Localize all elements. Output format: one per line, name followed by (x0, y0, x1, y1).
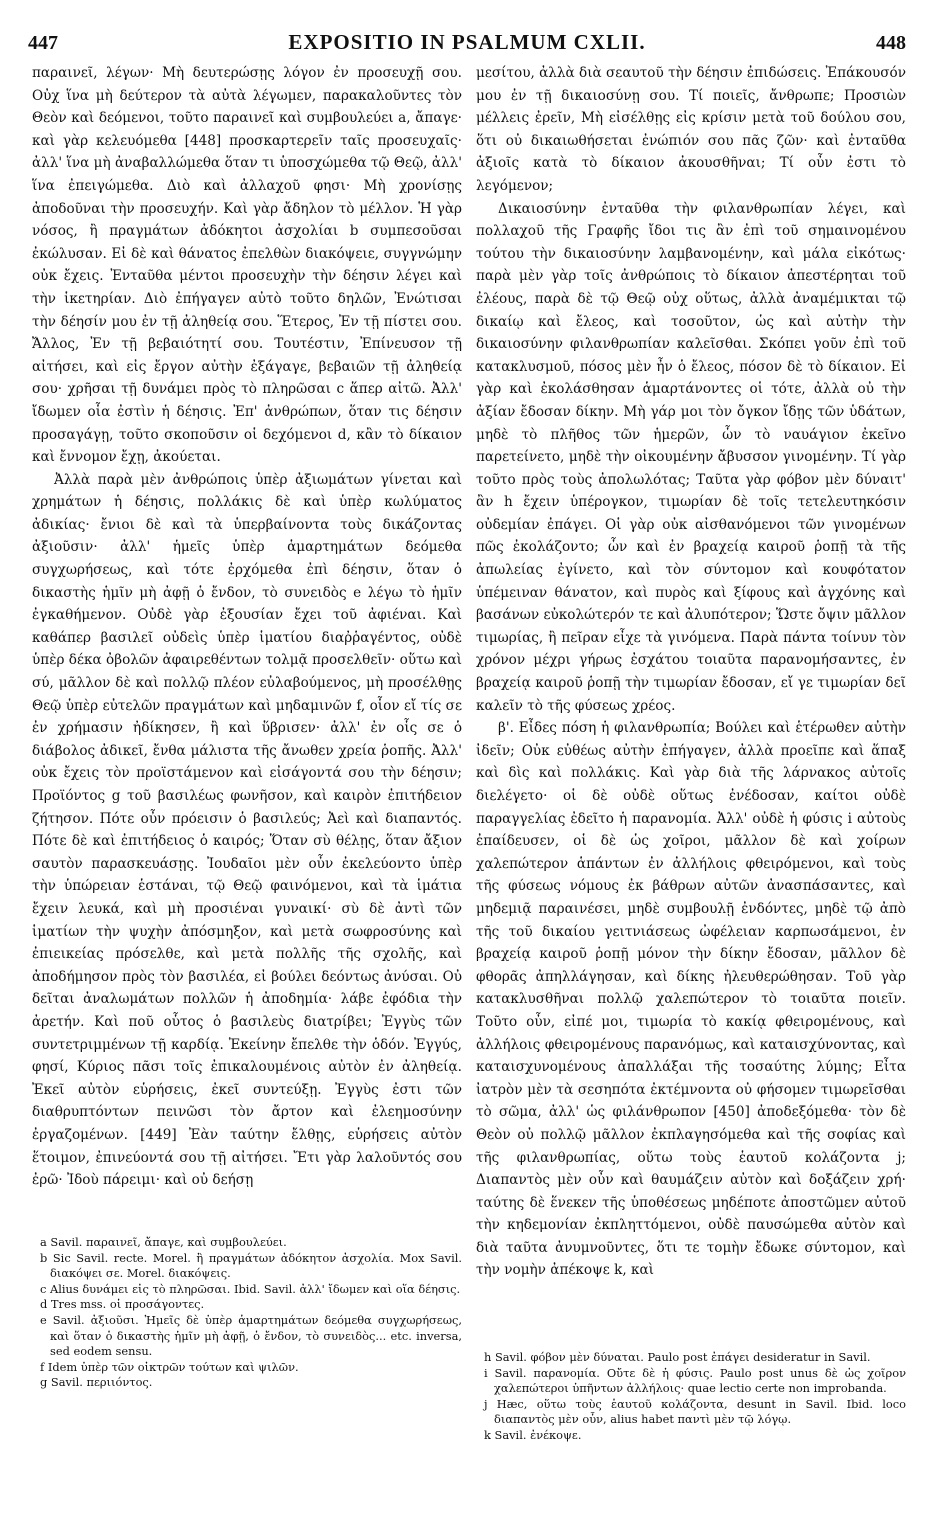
footnote: b Sic Savil. recte. Morel. ἢ πραγμάτων ἀδόκητον ἀσχολία. Mox Savil. διακόψει σε. Morel. διακόψεις. (40, 1250, 462, 1281)
left-paragraph: Ἀλλὰ παρὰ μὲν ἀνθρώποις ὑπὲρ ἀξιωμάτων γίνεται καὶ χρημάτων ἡ δέησις, πολλάκις δὲ καὶ ὑπὲρ κωλύματος ἀδικίας· ἔνιοι δὲ καὶ τὰ ὑπερβαίνοντα τοὺς δικάζοντας ἀξιοῦσιν· ἀλλ' ἡμεῖς ὑπὲρ ἁμαρτημάτων δεόμεθα συγχωρήσεως, καὶ τότε ἐρχόμεθα ἐπὶ δέησιν, ὅταν ὁ δικαστὴς ἡμῖν μὴ ἀφῇ ὁ ἔνδον, τὸ συνειδὸς e λέγω τὸ ἡμῖν ἐγκαθήμενον. Οὐδὲ γὰρ ἐξουσίαν ἔχει τοῦ ἀφιέναι. Καὶ καθάπερ βασιλεῖ οὐδεὶς ὑπὲρ ἱματίου διαῤῥαγέντος, οὐδὲ ὑπὲρ δέκα ὀβολῶν ἀφαιρεθέντων τολμᾷ προσελθεῖν· οὕτω καὶ σύ, μᾶλλον δὲ καὶ πολλῷ πλέον εὐλαβούμενος, μὴ προσέλθῃς Θεῷ ὑπὲρ εὐτελῶν πραγμάτων καὶ μηδαμινῶν f, οἷον εἴ τίς σε ἐν χρήμασιν ἠδίκησεν, ἢ καὶ ὕβρισεν· ἀλλ' ἐν οἷς σε ὁ διάβολος ἀδικεῖ, ἔνθα μάλιστα τῆς ἄνωθεν χρεία ῥοπῆς. Ἀλλ' οὐκ ἔχεις τὸν προϊστάμενον καὶ εἰσάγοντά σου τὴν δέησιν; Προϊόντος g τοῦ βασιλέως φωνῆσον, καὶ καιρὸν ἐπιτήδειον ζήτησον. Πότε οὖν πρόεισιν ὁ βασιλεύς; Ἀεὶ καὶ διαπαντός. Πότε δὲ καὶ ἐπιτήδειος ὁ καιρός; Ὅταν σὺ θέλῃς, ὅταν ἄξιον σαυτὸν παρασκευάσῃς. Ἰουδαῖοι μὲν οὖν ἐκελεύοντο ὑπὲρ τὴν ὑπώρειαν ἑστάναι, τῷ Θεῷ φαινόμενοι, καὶ τὰ ἱμάτια ἔχειν λευκά, καὶ μὴ προσιέναι γυναικί· σὺ δὲ ἀντὶ τῶν ἱματίων τὴν ψυχὴν ἀπόσμηξον, καὶ μετὰ σωφροσύνης καὶ ἐπιεικείας πρόσελθε, καὶ μετὰ πολλῆς τῆς σχολῆς, καὶ ἀποδήμησον πρὸς τὸν βασιλέα, εἰ βούλει δεόντως ἀνύσαι. Οὐ δεῖται ἀναλωμάτων πολλῶν ἡ ἀποδημία· λάβε ἐφόδια τὴν ἀρετήν. Καὶ ποῦ οὗτος ὁ βασιλεὺς διατρίβει; Ἐγγὺς τῶν συντετριμμένων τῇ καρδίᾳ. Ἐκείνην ἔπελθε τὴν ὁδόν. Ἐγγύς, φησί, Κύριος πᾶσι τοῖς ἐπικαλουμένοις αὐτὸν ἐν ἀληθείᾳ. Ἐκεῖ αὐτὸν εὑρήσεις, ἐκεῖ συντεύξῃ. Ἐγγὺς ἐστι τῶν διαθρυπτόντων πεινῶσι τὸν ἄρτον καὶ ἐλεημοσύνην ἐργαζομένων. [449] Ἐὰν ταύτην ἔλθῃς, εὑρήσεις αὐτὸν ἕτοιμον, ἐπινεύοντά σου τῇ αἰτήσει. Ἔτι γὰρ λαλοῦντός σου ἐρῶ· Ἰδοὺ πάρειμι· καὶ οὐ δεήσῃ (32, 471, 463, 1189)
footnote: d Tres mss. οἱ προσάγοντες. (40, 1297, 205, 1312)
left-column (32, 62, 462, 1192)
footnote: g Savil. περιιόντος. (40, 1375, 153, 1390)
footnote: k Savil. ἐνέκοψε. (484, 1427, 582, 1442)
right-footnotes (476, 1350, 906, 1444)
right-page-number: 448 (876, 32, 906, 54)
right-paragraph: μεσίτου, ἀλλὰ διὰ σεαυτοῦ τὴν δέησιν ἐπιδώσεις. Ἐπάκουσόν μου ἐν τῇ δικαιοσύνῃ σου. Τί ποιεῖς, ἄνθρωπε; Προσιὼν μέλλεις ἐρεῖν, Μὴ εἰσέλθῃς εἰς κρίσιν μετὰ τοῦ δούλου σου, ὅτι οὐ δικαιωθήσεται ἐνώπιόν σου πᾶς ζῶν· καὶ ἐνταῦθα ἀξιοῖς κατὰ τὸ δίκαιον ἀκουσθῆναι; Τί οὖν ἐστι τὸ λεγόμενον; (476, 65, 907, 194)
footnote: c Alius δυνάμει εἰς τὸ πληρῶσαι. Ibid. Savil. ἀλλ' ἴδωμεν καὶ οἵα δέησις. (40, 1281, 461, 1296)
footnote: f Idem ὑπὲρ τῶν οἰκτρῶν τούτων καὶ ψιλῶν. (40, 1359, 299, 1374)
footnote: e Savil. ἀξιοῦσι. Ἡμεῖς δὲ ὑπὲρ ἁμαρτημάτων δεόμεθα συγχωρήσεως, καὶ ὅταν ὁ δικαστὴς ἡμῖν μὴ ἀφῇ, ὁ ἔνδον, τὸ συνειδὸς... etc. inversa, sed eodem sensu. (40, 1312, 462, 1359)
right-paragraph: β'. Εἶδες πόση ἡ φιλανθρωπία; Βούλει καὶ ἑτέρωθεν αὐτὴν ἰδεῖν; Οὐκ εὐθέως αὐτὴν ἐπήγαγεν, ἀλλὰ προεῖπε καὶ ἅπαξ καὶ δὶς καὶ πολλάκις. Καὶ γὰρ διὰ τῆς λάρνακος αὐτοῖς διελέγετο· οἱ δὲ οὐδὲ οὕτως ἐνέδοσαν, καίτοι οὐδὲ παραγγελίας ἐδεῖτο ἡ παρανομία. Ἀλλ' οὐδὲ ἡ φύσις i αὐτοὺς ἐπαίδευσεν, οἱ δὲ ὡς χοῖροι, μᾶλλον δὲ καὶ χοίρων χαλεπώτερον ἁπάντων ἐν ἀλλήλοις φθειρόμενοι, καὶ τοὺς τῆς φύσεως νόμους ἐκ βάθρων αὐτῶν ἀνασπάσαντες, καὶ μηδεμιᾷ παραινέσει, μηδὲ συμβουλῇ ἐνδόντες, μηδὲ τῷ ἀπὸ τῆς τοῦ δικαίου γειτνιάσεως ὠφέλειαν καρπωσάμενοι, ἐν βραχείᾳ καιροῦ ῥοπῇ μόνον τὴν δίκην ἔδοσαν, μᾶλλον δὲ φθορᾶς ἀπηλλάγησαν, καὶ δίκης ἠλευθερώθησαν. Τοῦ γὰρ κατακλυσθῆναι πολλῷ χαλεπώτερον τὸ τοιαῦτα ποιεῖν. Τοῦτο οὖν, εἰπέ μοι, τιμωρία τὸ κακίᾳ φθειρομένους, καὶ ἀλλήλοις φθειρομένους παρανόμως, καὶ καταισχύνοντας, καὶ καταισχυνομένους ἀπαλλάξαι τῆς τοσαύτης λύμης; Εἶτα ἰατρὸν μὲν τὰ σεσηπότα ἐκτέμνοντα οὐ φήσομεν τιμωρεῖσθαι τὸ σῶμα, ἀλλ' ὡς φιλάνθρωπον [450] ἀποδεξόμεθα· τὸν δὲ Θεὸν οὐ πολλῷ μᾶλλον ἐκπλαγησόμεθα καὶ τῆς σοφίας καὶ τῆς φιλανθρωπίας, οὕτω τοὺς ἑαυτοῦ κολάζοντα j; Διαπαντὸς μὲν οὖν καὶ θαυμάζειν αὐτὸν καὶ δοξάζειν χρή· ταύτης δὲ ἕνεκεν τῆς ὑποθέσεως μηδέποτε ἀποστῶμεν αὐτοῦ τὴν κηδεμονίαν ἐκπληττόμενοι, οὐδὲ παυσώμεθα αὐτὸν καὶ διὰ ταῦτα ἀνυμνοῦντες, ὅτι τε τομὴν ἔδωκε σύντομον, καὶ τὴν νομὴν ἀπέκοψε k, καὶ (476, 720, 906, 1279)
left-footnotes (32, 1235, 462, 1391)
left-page-number: 447 (28, 32, 58, 54)
left-paragraph: παραινεῖ, λέγων· Μὴ δευτερώσῃς λόγον ἐν προσευχῇ σου. Οὐχ ἵνα μὴ δεύτερον τὰ αὐτὰ λέγωμεν, παρακαλοῦντες τὸν Θεὸν καὶ δεόμενοι, τοῦτο παραινεῖ καὶ συμβουλεύει a, ἄπαγε· καὶ γὰρ κελευόμεθα [448] προσκαρτερεῖν ταῖς προσευχαῖς· ἀλλ' ἵνα μὴ ἀναβαλλώμεθα ὅταν τι ὑποσχώμεθα τῷ Θεῷ, ἀλλ' ἵνα ἐπειγώμεθα. Διὸ καὶ ἀλλαχοῦ φησι· Μὴ χρονίσῃς ἀποδοῦναι τὴν προσευχήν. Καὶ γὰρ ἄδηλον τὸ μέλλον. Ἡ γὰρ νόσος, ἢ πραγμάτων ἀδόκητοι ἀσχολίαι b συμπεσοῦσαι ἐκώλυσαν. Εἰ δὲ καὶ θάνατος ἐπελθὼν διακόψειε, συγγνώμην οὐκ ἔχεις. Ἐνταῦθα μέντοι προσευχὴν τὴν δέησιν λέγει καὶ τὴν ἱκετηρίαν. Διὸ ἐπήγαγεν αὐτὸ τοῦτο δηλῶν, Ἐνώτισαι τὴν δέησίν μου ἐν τῇ ἀληθείᾳ σου. Ἕτερος, Ἐν τῇ πίστει σου. Ἄλλος, Ἐν τῇ βεβαιότητί σου. Τουτέστιν, Ἐπίνευσον τῇ αἰτήσει, καὶ εἰς ἔργον αὐτὴν ἐξάγαγε, βεβαιῶν τῇ ἀληθείᾳ σου· χρῆσαι τῇ δυνάμει πρὸς τὸ πληρῶσαι c ἅπερ αἰτῶ. Ἀλλ' ἴδωμεν οἷα ἐστὶν ἡ δέησις. Ἐπ' ἀνθρώπων, ὅταν τις δέησιν προσαγάγῃ, τοῦτο σκοποῦσιν οἱ δεχόμενοι d, κἂν τὸ δίκαιον καὶ ἔννομον ἔχῃ, ἀκούεται. (32, 65, 462, 466)
right-column (476, 62, 906, 1282)
running-title: EXPOSITIO IN PSALMUM CXLII. (288, 30, 646, 54)
footnote: h Savil. φόβον μὲν δύναται. Paulo post ἐπάγει desideratur in Savil. (484, 1350, 871, 1364)
footnote: j Hæc, οὕτω τοὺς ἑαυτοῦ κολάζοντα, desunt in Savil. Ibid. loco διαπαντὸς μὲν οὖν, alius habet παντὶ μὲν τῷ λόγῳ. (484, 1396, 906, 1427)
right-paragraph: Δικαιοσύνην ἐνταῦθα τὴν φιλανθρωπίαν λέγει, καὶ πολλαχοῦ τῆς Γραφῆς ἴδοι τις ἂν ἐπὶ τοῦ σημαινομένου τούτου τὴν δικαιοσύνην λαμβανομένην, καὶ μάλα εἰκότως· παρὰ μὲν γὰρ τοῖς ἀνθρώποις τὸ δίκαιον ἀπεστέρηται τοῦ ἐλέους, παρὰ δὲ τῷ Θεῷ οὐχ οὕτως, ἀλλὰ ἀναμέμικται τῷ δικαίῳ καὶ ἔλεος, καὶ τοσοῦτον, ὡς καὶ αὐτὴν τὴν δικαιοσύνην φιλανθρωπίαν καλεῖσθαι. Σκόπει γοῦν ἐπὶ τοῦ κατακλυσμοῦ, πόσος μὲν ἦν ὁ ἔλεος, πόσον δὲ τὸ δίκαιον. Εἰ γὰρ καὶ ἐκολάσθησαν ἁμαρτάνοντες οἱ τότε, ἀλλὰ οὐ τὴν ἀξίαν ἔδοσαν δίκην. Μὴ γάρ μοι τὸν ὄγκον ἴδῃς τῶν ὑδάτων, μηδὲ τὸ πλῆθος τῶν ἡμερῶν, ὧν τὸ ναυάγιον ἐκεῖνο παρετείνετο, μηδὲ τὴν οἰκουμένην ἄβυσσον γινομένην. Τί γὰρ τοῦτο πρὸς τοὺς ἀπολωλότας; Ταῦτα γὰρ φόβον μὲν δύναιτ' ἂν h ἔχειν ὑπέρογκον, τιμωρίαν δὲ τοῖς τετελευτηκόσιν οὐδεμίαν ἐπάγει. Οἱ γὰρ οὐκ αἰσθανόμενοι τῶν γινομένων πῶς ἐκολάζοντο; ὧν καὶ ἐν βραχείᾳ καιροῦ ῥοπῇ τὰ τῆς ἀπωλείας ἐγίνετο, καὶ τὸν σύντομον καὶ κουφότατον ὑπέμειναν θάνατον, καὶ πυρὸς καὶ ξίφους καὶ ἀγχόνης καὶ βασάνων εὐκολώτερόν τε καὶ ἀλυπότερον; Ὥστε ὄψιν μᾶλλον τιμωρίας, ἢ πεῖραν εἶχε τὰ γινόμενα. Παρὰ πάντα τοίνυν τὸν χρόνον μέχρι γήρως ἐσχάτου τοιαῦτα παρανομήσαντες, ἐν βραχείᾳ καιροῦ ῥοπῇ τὴν τιμωρίαν ἔδοσαν, εἴ γε τιμωρίαν δεῖ καλεῖν τὸ τῆς φύσεως χρέος. (476, 200, 906, 714)
footnote: a Savil. παραινεῖ, ἄπαγε, καὶ συμβουλεύει. (40, 1235, 287, 1249)
footnote: i Savil. παρανομία. Οὔτε δὲ ἡ φύσις. Paulo post unus δὲ ὡς χοῖρον χαλεπώτεροι ὑπῆντων ἀλλήλοις· quae lectio certe non improbanda. (484, 1365, 906, 1396)
page-header (28, 30, 906, 60)
